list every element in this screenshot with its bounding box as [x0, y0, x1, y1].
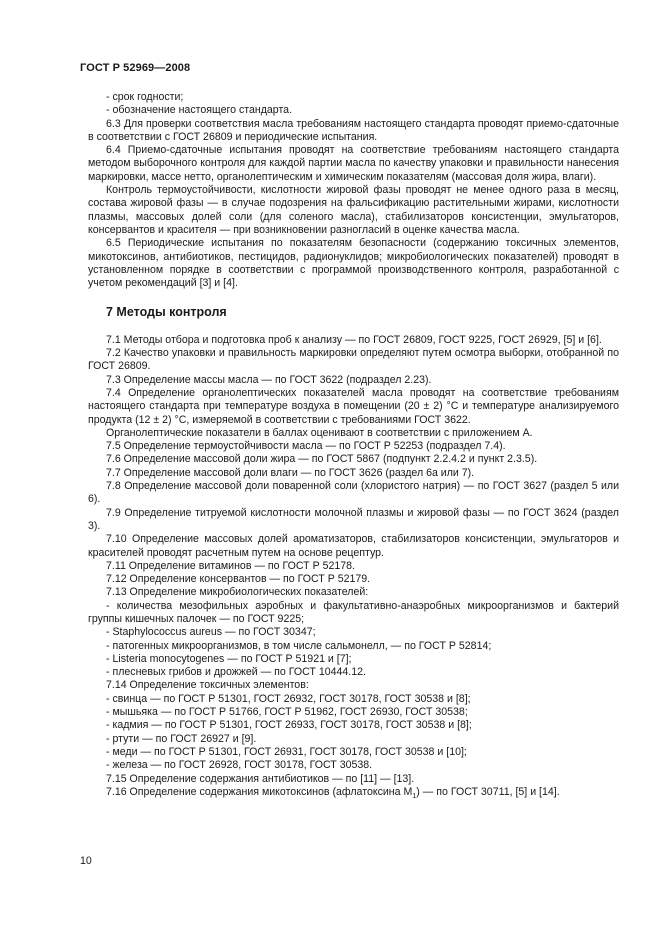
list-item: - меди — по ГОСТ Р 51301, ГОСТ 26931, ГОСТ 30178, ГОСТ 30538 и [10];: [106, 745, 467, 758]
paragraph: 6.4 Приемо-сдаточные испытания проводят на соответствие требованиям настоящего стандарта методом выборочного контроля для каждой партии масла по качеству упаковки и правильности нанесения маркировки, массе нетто, органолептическим и химическим показателям (массовая доля жира, влаги).: [88, 144, 619, 183]
list-item: - количества мезофильных аэробных и факультативно-анаэробных микроорганизмов и бактерий группы кишечных палочек — по ГОСТ 9225;: [88, 599, 619, 625]
paragraph: 7.12 Определение консервантов — по ГОСТ Р 52179.: [106, 573, 371, 586]
paragraph: 7.2 Качество упаковки и правильность маркировки определяют путем осмотра выборки, отобранной по ГОСТ 26809.: [88, 347, 619, 373]
paragraph: 7.10 Определение массовых долей ароматизаторов, стабилизаторов консистенции, эмульгаторов и красителей проводят расчетным путем на основе рецептур.: [88, 533, 619, 559]
page-number: 10: [80, 855, 92, 867]
paragraph: 7.6 Определение массовой доли жира — по ГОСТ 5867 (подпункт 2.2.4.2 и пункт 2.3.5).: [106, 453, 538, 466]
list-item: - железа — по ГОСТ 26928, ГОСТ 30178, ГОСТ 30538.: [106, 759, 373, 772]
document-body: [88, 91, 619, 799]
paragraph: 7.7 Определение массовой доли влаги — по ГОСТ 3626 (раздел 6а или 7).: [106, 466, 475, 479]
paragraph: 7.11 Определение витаминов — по ГОСТ Р 52178.: [106, 559, 355, 572]
paragraph: 7.15 Определение содержания антибиотиков — по [11] — [13].: [106, 772, 415, 785]
paragraph: 7.14 Определение токсичных элементов:: [106, 679, 309, 692]
paragraph: 6.5 Периодические испытания по показателям безопасности (содержанию токсичных элементов, микотоксинов, антибиотиков, пестицидов, радионуклидов; микробиологических показателей) проводят в установленном порядке в соответствии с программой производственного контроля, разработанной с учетом рекомендаций [3] и [4].: [88, 237, 619, 290]
document-code: ГОСТ Р 52969—2008: [80, 62, 191, 74]
paragraph-text: 7.16 Определение содержания микотоксинов (афлатоксина М: [106, 785, 413, 798]
section-title: 7 Методы контроля: [106, 305, 227, 320]
paragraph: Органолептические показатели в баллах оценивают в соответствии с приложением А.: [106, 426, 533, 439]
list-item: - плесневых грибов и дрожжей — по ГОСТ 10444.12.: [106, 666, 366, 679]
paragraph: 7.8 Определение массовой доли поваренной соли (хлористого натрия) — по ГОСТ 3627 (раздел 5 или 6).: [88, 480, 619, 506]
list-item: - свинца — по ГОСТ Р 51301, ГОСТ 26932, ГОСТ 30178, ГОСТ 30538 и [8];: [106, 692, 471, 705]
list-item: - Listeria monocytogenes — по ГОСТ Р 51921 и [7];: [106, 652, 352, 665]
paragraph: - срок годности;: [106, 91, 184, 103]
paragraph: Контроль термоустойчивости, кислотности жировой фазы проводят не менее одного раза в месяц, состава жировой фазы — в случае подозрения на фальсификацию растительными жирами, кислотности плазмы, массовых долей соли (для соленого масла), стабилизаторов консистенции, эмульгаторов, консервантов и красителя — при возникновении разногласий в оценке качества масла.: [88, 184, 619, 236]
list-item: - патогенных микроорганизмов, в том числе сальмонелл, — по ГОСТ Р 52814;: [106, 639, 492, 652]
paragraph: 6.3 Для проверки соответствия масла требованиям настоящего стандарта проводят приемо-сдаточные в соответствии с ГОСТ 26809 и периодические испытания.: [88, 117, 619, 143]
list-item: - ртути — по ГОСТ 26927 и [9].: [106, 732, 257, 745]
paragraph: [88, 786, 619, 799]
list-item: - мышьяка — по ГОСТ Р 51766, ГОСТ Р 51962, ГОСТ 26930, ГОСТ 30538;: [106, 706, 468, 719]
paragraph-text: ) — по ГОСТ 30711, [5] и [14].: [416, 785, 560, 798]
paragraph: 7.5 Определение термоустойчивости масла — по ГОСТ Р 52253 (подраздел 7.4).: [106, 440, 506, 453]
paragraph: - обозначение настоящего стандарта.: [106, 104, 293, 117]
paragraph: 7.13 Определение микробиологических показателей:: [106, 586, 369, 599]
paragraph: 7.1 Методы отбора и подготовка проб к анализу — по ГОСТ 26809, ГОСТ 9225, ГОСТ 26929, [5] и [6].: [106, 333, 602, 346]
paragraph: 7.4 Определение органолептических показателей масла проводят на соответствие требованиям настоящего стандарта при температуре воздуха в помещении (20 ± 2) °С и температуре анализируемого продукта (12 ± 2) °С, измеряемой в соответствии с требованиями ГОСТ 3622.: [88, 386, 619, 426]
subscript: 1: [412, 792, 417, 800]
paragraph: 7.3 Определение массы масла — по ГОСТ 3622 (подраздел 2.23).: [106, 373, 432, 386]
list-item: - Staphylococcus aureus — по ГОСТ 30347;: [106, 626, 316, 639]
paragraph: 7.9 Определение титруемой кислотности молочной плазмы и жировой фазы — по ГОСТ 3624 (раздел 3).: [88, 506, 619, 532]
list-item: - кадмия — по ГОСТ Р 51301, ГОСТ 26933, ГОСТ 30178, ГОСТ 30538 и [8];: [106, 719, 472, 732]
